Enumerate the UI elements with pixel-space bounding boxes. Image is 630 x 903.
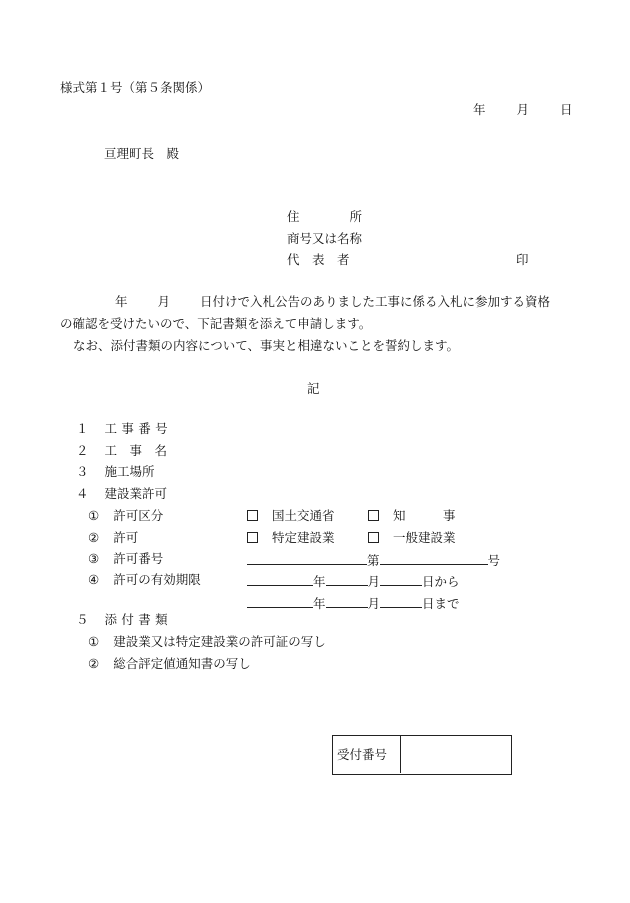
permit-prefix-blank[interactable] [247,551,367,565]
addressee: 亘理町長 殿 [104,146,180,161]
item-2-label: 工 事 名 [104,443,168,458]
date-day: 日 [560,102,573,117]
until-month: 月 [367,596,381,611]
item-4b-option-1[interactable] [247,530,335,546]
item-1-label: 工事番号 [104,421,173,436]
checkbox-icon[interactable] [247,510,258,521]
item-4a-option-1[interactable] [247,508,335,524]
checkbox-icon[interactable] [368,510,379,521]
until-year-blank[interactable] [247,594,313,608]
until-suffix: 日まで [422,596,460,611]
until-month-blank[interactable] [326,594,368,608]
item-4d-num: ④ [88,572,100,587]
item-4 [76,486,167,502]
item-5-label: 添付書類 [104,612,173,627]
item-1 [76,421,172,437]
item-4d-label: 許可の有効期限 [113,572,201,587]
item-1-num: １ [76,421,89,436]
from-year-blank[interactable] [247,572,313,586]
company-label: 商号又は名称 [287,231,363,246]
item-4a-option-2[interactable] [368,508,456,524]
item-4b [88,530,138,546]
item-4b-option-2[interactable] [368,530,456,546]
permit-go: 号 [487,553,501,568]
item-5a-label: 建設業又は特定建設業の許可証の写し [113,634,326,649]
until-day-blank[interactable] [380,594,422,608]
item-5b-label: 総合評定値通知書の写し [113,656,251,671]
item-4b-label: 許可 [113,530,139,545]
date-line [473,102,573,118]
form-label: 様式第１号（第５条関係） [60,80,211,95]
date-month: 月 [516,102,530,117]
item-4a-label: 許可区分 [113,508,164,523]
item-3-label: 施工場所 [104,464,155,479]
receipt-number-field[interactable] [402,737,508,772]
representative-label: 代 表 者 [287,252,350,267]
item-5b [88,656,251,672]
option-label: 一般建設業 [393,530,456,545]
address-label: 住 所 [287,209,363,224]
item-4c-num: ③ [88,551,100,566]
item-3-num: ３ [76,464,89,479]
permit-number-row [247,551,500,569]
receipt-label: 受付番号 [337,747,388,762]
ki-heading: 記 [307,381,320,396]
validity-until-row [247,594,460,612]
until-year: 年 [313,596,326,611]
body-month: 月 [157,294,171,309]
body-line-1 [115,294,550,310]
item-4-num: ４ [76,486,89,501]
seal-mark: 印 [516,252,529,267]
item-5 [76,612,172,628]
item-3 [76,464,155,480]
item-5-num: ５ [76,612,89,627]
body-year: 年 [115,294,128,309]
permit-dai: 第 [367,553,380,568]
item-5b-num: ② [88,656,100,671]
from-year: 年 [313,574,326,589]
from-suffix: 日から [422,574,460,589]
option-label: 特定建設業 [272,530,335,545]
body-line-2: の確認を受けたいので、下記書類を添えて申請します。 [60,316,372,331]
from-month: 月 [367,574,381,589]
item-4c-label: 許可番号 [113,551,164,566]
item-2 [76,443,167,459]
date-year: 年 [473,102,486,117]
item-4a-num: ① [88,508,100,523]
item-4a [88,508,163,524]
from-month-blank[interactable] [326,572,368,586]
checkbox-icon[interactable] [368,532,379,543]
body-line-3: なお、添付書類の内容について、事実と相違ないことを誓約します。 [73,338,460,353]
item-4b-num: ② [88,530,100,545]
item-5a-num: ① [88,634,100,649]
body-text-1: 日付けで入札公告のありました工事に係る入札に参加する資格 [200,294,551,309]
item-5a [88,634,326,650]
checkbox-icon[interactable] [247,532,258,543]
item-2-num: ２ [76,443,89,458]
item-4c [88,551,163,567]
from-day-blank[interactable] [380,572,422,586]
validity-from-row [247,572,460,590]
item-4d [88,572,201,588]
option-label: 知 事 [393,508,456,523]
receipt-divider [400,735,401,773]
option-label: 国土交通省 [272,508,335,523]
permit-number-blank[interactable] [380,551,488,565]
item-4-label: 建設業許可 [104,486,168,501]
